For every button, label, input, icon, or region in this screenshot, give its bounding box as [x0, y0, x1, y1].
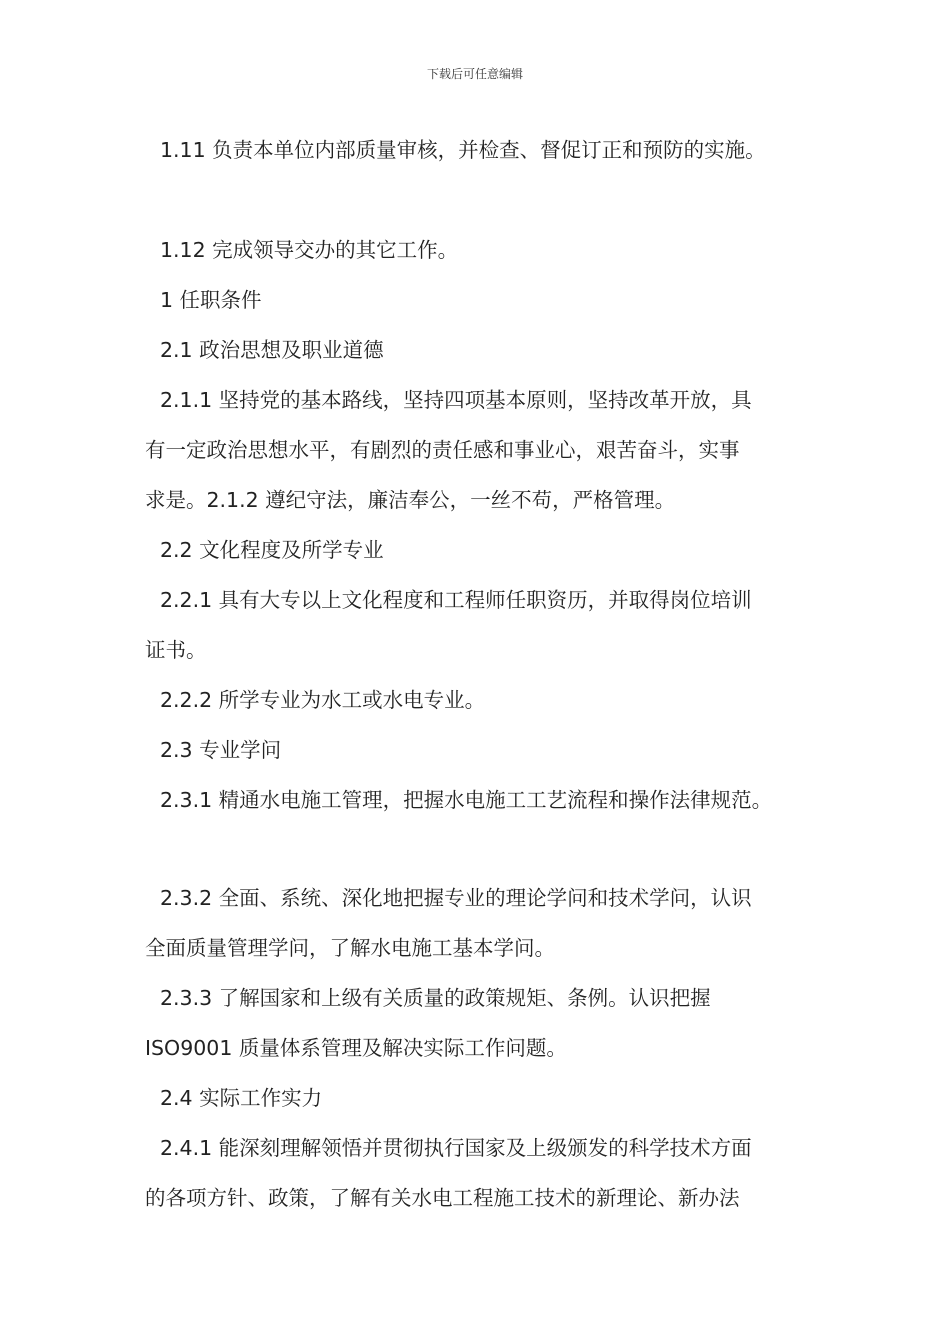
- paragraph-line: 有一定政治思想水平，有剧烈的责任感和事业心，艰苦奋斗，实事: [145, 438, 740, 462]
- section-heading: 2.1 政治思想及职业道德: [160, 338, 384, 362]
- paragraph-line: 全面质量管理学问，了解水电施工基本学问。: [145, 936, 555, 960]
- paragraph-line: 2.1.1 坚持党的基本路线，坚持四项基本原则，坚持改革开放，具: [160, 388, 752, 412]
- paragraph-line: 1.12 完成领导交办的其它工作。: [160, 238, 459, 262]
- paragraph-line: 求是。2.1.2 遵纪守法，廉洁奉公，一丝不苟，严格管理。: [145, 488, 676, 512]
- paragraph-line: 2.3.3 了解国家和上级有关质量的政策规矩、条例。认识把握: [160, 986, 711, 1010]
- paragraph-line: 证书。: [145, 638, 207, 662]
- paragraph-line: 2.2.1 具有大专以上文化程度和工程师任职资历，并取得岗位培训: [160, 588, 752, 612]
- paragraph-line: 2.2.2 所学专业为水工或水电专业。: [160, 688, 486, 712]
- section-heading: 2.3 专业学问: [160, 738, 282, 762]
- paragraph-line: ISO9001 质量体系管理及解决实际工作问题。: [145, 1036, 567, 1060]
- paragraph-line: 的各项方针、政策，了解有关水电工程施工技术的新理论、新办法: [145, 1186, 740, 1210]
- paragraph-line: 1.11 负责本单位内部质量审核，并检查、督促订正和预防的实施。: [160, 138, 766, 162]
- paragraph-line: 2.3.2 全面、系统、深化地把握专业的理论学问和技术学问，认识: [160, 886, 752, 910]
- page-header: 下载后可任意编辑: [426, 67, 523, 81]
- paragraph-line: 2.3.1 精通水电施工管理，把握水电施工工艺流程和操作法律规范。: [160, 788, 773, 812]
- section-heading: 2.4 实际工作实力: [160, 1086, 323, 1110]
- section-heading: 2.2 文化程度及所学专业: [160, 538, 384, 562]
- section-heading: 1 任职条件: [160, 288, 262, 312]
- paragraph-line: 2.4.1 能深刻理解领悟并贯彻执行国家及上级颁发的科学技术方面: [160, 1136, 752, 1160]
